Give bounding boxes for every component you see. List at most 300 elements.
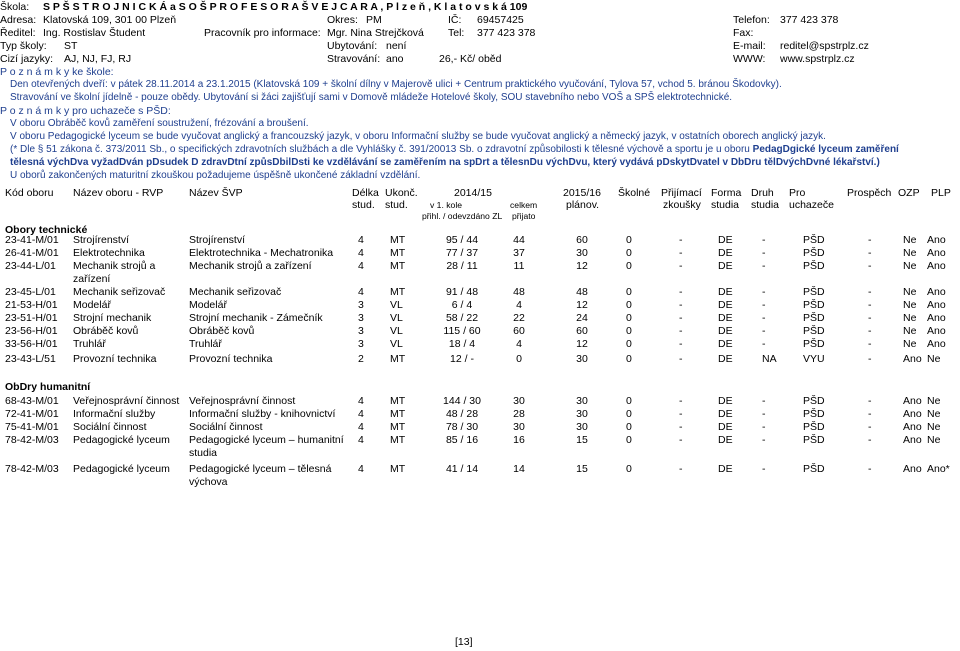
cell-v1: 144 / 30 [443,395,481,407]
table-row [0,353,960,366]
district-label: Okres: [327,14,358,26]
cell-delka: 4 [358,260,364,272]
col-1516-2: plánov. [566,199,600,211]
cell-plan: 48 [576,286,588,298]
cell-kod: 68-43-M/01 [5,395,59,407]
email-label: E-mail: [733,40,766,52]
cell-prij: - [679,338,683,350]
cell-prij: - [679,434,683,446]
cell-prij: - [679,247,683,259]
cell-pro: PŠD [803,338,825,350]
cell-forma: DE [718,234,733,246]
cell-plan: 15 [576,434,588,446]
www-label: WWW: [733,53,766,65]
cell-celkem: 11 [513,260,525,272]
cell-forma: DE [718,463,733,475]
col-svp: Název ŠVP [189,187,243,199]
cell-nazev: Mechanik seřizovač [73,286,166,298]
col-v1kole: v 1. kole [430,200,463,210]
cell-svp-line2: výchova [189,476,228,488]
cell-kod: 23-41-M/01 [5,234,59,246]
cell-ukonc: MT [390,286,406,298]
cell-celkem: 0 [516,353,522,365]
cell-ukonc: VL [390,299,403,311]
table-row [0,338,960,351]
cell-druh: - [762,395,766,407]
cell-ozp: Ano [903,408,922,420]
cell-forma: DE [718,395,733,407]
cell-druh: - [762,434,766,446]
cell-plp: Ano [927,325,946,337]
languages-label: Cizí jazyky: [0,53,54,65]
cell-forma: DE [718,260,733,272]
cell-delka: 3 [358,325,364,337]
cell-druh: - [762,421,766,433]
district: PM [366,14,382,26]
cell-kod: 78-42-M/03 [5,463,59,475]
col-forma-2: studia [711,199,740,211]
cell-celkem: 30 [513,395,525,407]
cell-plp: Ano [927,234,946,246]
cell-delka: 4 [358,463,364,475]
cell-druh: - [762,312,766,324]
cell-kod: 23-45-L/01 [5,286,56,298]
cell-ukonc: MT [390,260,406,272]
cell-druh: - [762,408,766,420]
cell-svp-line2: studia [189,447,218,459]
school-notes-heading: P o z n á m k y ke škole: [0,66,114,78]
cell-celkem: 37 [513,247,525,259]
col-delka-2: stud. [352,199,375,211]
cell-ukonc: VL [390,312,403,324]
director-label: Ředitel: [0,27,36,39]
cell-celkem: 4 [516,338,522,350]
cell-v1: 41 / 14 [445,463,479,475]
cell-forma: DE [718,434,733,446]
cell-v1: 12 / - [450,353,474,365]
cell-forma: DE [718,421,733,433]
cell-delka: 4 [358,395,364,407]
cell-delka: 4 [358,286,364,298]
cell-prosp: - [868,299,872,311]
col-pro: Pro [789,187,806,199]
cell-ukonc: MT [390,234,406,246]
cell-svp: Modelář [189,299,227,311]
cell-kod: 26-41-M/01 [5,247,59,259]
table-row [0,286,960,299]
cell-v1: 95 / 44 [445,234,479,246]
col-prospech: Prospěch [847,187,892,199]
psd-note-3 [10,144,899,155]
cell-skolne: 0 [626,299,632,311]
meal-price: 26,- Kč/ oběd [439,53,502,65]
cell-ozp: Ne [903,247,917,259]
cell-svp: Informační služby - knihovnictví [189,408,336,420]
director: Ing. Rostislav Študent [43,27,146,39]
cell-forma: DE [718,299,733,311]
cell-nazev: Provozní technika [73,353,157,365]
cell-skolne: 0 [626,463,632,475]
cell-pro: PŠD [803,463,825,475]
www-link[interactable]: www.spstrplz.cz [780,53,855,65]
cell-prosp: - [868,312,872,324]
cell-svp: Obráběč kovů [189,325,255,337]
open-day-note: Den otevřených dveří: v pátek 28.11.2014 a 23.1.2015 (Klatovská 109 + školní dílny v Majerově ulici + Centrum praktického vyučování, Tylova 57, vchod 5. bránou Škodovky). [10,79,782,90]
cell-svp: Truhlář [189,338,222,350]
cell-nazev: Sociální činnost [73,421,147,433]
cell-ozp: Ne [903,312,917,324]
cell-prosp: - [868,353,872,365]
cell-druh: - [762,463,766,475]
cell-skolne: 0 [626,395,632,407]
cell-pro: PŠD [803,234,825,246]
cell-prosp: - [868,234,872,246]
cell-plp: Ne [927,395,941,407]
cell-ukonc: MT [390,434,406,446]
table-row [0,434,960,459]
col-pro-2: uchazeče [789,199,834,211]
cell-nazev: Mechanik strojů a [73,260,156,272]
cell-plp: Ano [927,247,946,259]
cell-forma: DE [718,325,733,337]
cell-ozp: Ne [903,260,917,272]
table-row [0,234,960,247]
col-druh-2: studia [751,199,780,211]
cell-v1: 58 / 22 [445,312,479,324]
accommodation-label: Ubytování: [327,40,378,52]
cell-plan: 30 [576,353,588,365]
cell-druh: - [762,247,766,259]
col-druh: Druh [751,187,774,199]
cell-celkem: 44 [513,234,525,246]
psd-note-2: V oboru Pedagogické lyceum se bude vyučovat anglický a francouzský jazyk, v oboru Informační služby se bude vyučovat anglický a německý jazyk, v ostatních oborech anglický jazyk. [10,131,826,142]
cell-celkem: 16 [513,434,525,446]
cell-pro: VYU [803,353,825,365]
cell-kod: 23-44-L/01 [5,260,56,272]
cell-nazev: Truhlář [73,338,106,350]
address: Klatovská 109, 301 00 Plzeň [43,14,177,26]
cell-delka: 2 [358,353,364,365]
cell-ozp: Ne [903,325,917,337]
cell-prij: - [679,395,683,407]
cell-druh: - [762,299,766,311]
cell-forma: DE [718,286,733,298]
cell-ukonc: VL [390,338,403,350]
col-prijato: přijato [512,211,536,221]
cell-plan: 15 [576,463,588,475]
cell-delka: 3 [358,299,364,311]
cell-forma: DE [718,247,733,259]
cell-v1: 77 / 37 [445,247,479,259]
cell-skolne: 0 [626,312,632,324]
accommodation: není [386,40,407,52]
cell-prij: - [679,325,683,337]
cell-skolne: 0 [626,260,632,272]
cell-plp: Ano [927,338,946,350]
cell-plan: 30 [576,421,588,433]
cell-ukonc: MT [390,353,406,365]
cell-prosp: - [868,421,872,433]
cell-v1: 18 / 4 [448,338,476,350]
school-type-label: Typ školy: [0,40,47,52]
cell-ozp: Ano [903,421,922,433]
col-prihl: přihl. / odevzdáno ZL [422,211,503,221]
group-technical: Obory technické [5,224,88,236]
tel-value: 377 423 378 [477,27,536,39]
cell-delka: 4 [358,247,364,259]
cell-celkem: 4 [516,299,522,311]
cell-ukonc: MT [390,247,406,259]
table-row [0,463,960,488]
cell-skolne: 0 [626,325,632,337]
cell-kod: 78-42-M/03 [5,434,59,446]
cell-prosp: - [868,325,872,337]
cell-prosp: - [868,395,872,407]
table-row [0,395,960,408]
cell-druh: - [762,260,766,272]
cell-prosp: - [868,338,872,350]
table-row [0,421,960,434]
cell-ukonc: MT [390,421,406,433]
cell-celkem: 14 [513,463,525,475]
cell-nazev: Elektrotechnika [73,247,145,259]
cell-v1: 115 / 60 [443,325,481,337]
cell-celkem: 22 [513,312,525,324]
cell-delka: 4 [358,234,364,246]
cell-druh: - [762,338,766,350]
cell-ozp: Ne [903,286,917,298]
cell-nazev: Pedagogické lyceum [73,434,170,446]
cell-nazev: Veřejnosprávní činnost [73,395,180,407]
psd-notes-heading: P o z n á m k y pro uchazeče s PŠD: [0,105,171,117]
cell-v1: 48 / 28 [445,408,479,420]
col-delka: Délka [352,187,379,199]
cell-prosp: - [868,247,872,259]
cell-prij: - [679,408,683,420]
psd-note-1: V oboru Obráběč kovů zaměření soustružení, frézování a broušení. [10,118,309,129]
cell-delka: 3 [358,338,364,350]
cell-skolne: 0 [626,353,632,365]
col-skolne: Školné [618,187,651,199]
col-prij: Přijímací [661,187,702,199]
cell-kod: 23-51-H/01 [5,312,58,324]
phone-label: Telefon: [733,14,770,26]
cell-kod: 33-56-H/01 [5,338,58,350]
cell-svp: Pedagogické lyceum – humanitní [189,434,344,446]
page-number: [13] [455,636,473,648]
cell-prij: - [679,286,683,298]
cell-plp: Ne [927,408,941,420]
cell-plan: 30 [576,408,588,420]
psd-note-3-text: (* Dle § 51 zákona č. 373/2011 Sb., o specifických zdravotních službách a dle Vyhlášky č. 391/20013 Sb. o zdravotní způsobilosti k tělesné výchově a sportu je u oboru [10,144,753,155]
address-label: Adresa: [0,14,37,26]
cell-prij: - [679,421,683,433]
cell-nazev: Strojní mechanik [73,312,152,324]
psd-note-5: U oborů zakončených maturitní zkouškou požadujeme úspěšně ukončené základní vzdělání. [10,170,421,181]
cell-kod: 75-41-M/01 [5,421,59,433]
cell-prij: - [679,299,683,311]
cell-ozp: Ano [903,353,922,365]
cell-v1: 6 / 4 [451,299,473,311]
col-ukonc: Ukonč. [385,187,418,199]
cell-forma: DE [718,408,733,420]
languages: AJ, NJ, FJ, RJ [64,53,132,65]
cell-skolne: 0 [626,338,632,350]
col-prij-2: zkoušky [663,199,701,211]
cell-plp: Ano [927,260,946,272]
cell-prosp: - [868,408,872,420]
table-row [0,247,960,260]
cell-pro: PŠD [803,408,825,420]
cell-v1: 85 / 16 [445,434,479,446]
catering-label: Stravování: [327,53,381,65]
contact-person-label: Pracovník pro informace: [204,27,321,39]
cell-delka: 4 [358,408,364,420]
cell-svp: Sociální činnost [189,421,263,433]
cell-plan: 12 [576,338,588,350]
cell-plp: Ne [927,434,941,446]
cell-svp: Strojírenství [189,234,246,246]
cell-druh: - [762,286,766,298]
cell-ozp: Ne [903,234,917,246]
cell-svp: Strojní mechanik - Zámečník [189,312,323,324]
cell-nazev: Informační služby [73,408,156,420]
cell-ozp: Ano [903,395,922,407]
cell-plan: 12 [576,260,588,272]
cell-kod: 21-53-H/01 [5,299,58,311]
cell-v1: 78 / 30 [445,421,479,433]
cell-plp: Ano* [927,463,950,475]
cell-celkem: 48 [513,286,525,298]
table-row [0,260,960,285]
cell-kod: 23-56-H/01 [5,325,58,337]
cell-skolne: 0 [626,421,632,433]
cell-nazev: Modelář [73,299,111,311]
cell-svp: Mechanik strojů a zařízení [189,260,312,272]
table-row [0,325,960,338]
cell-ukonc: MT [390,463,406,475]
cell-delka: 3 [358,312,364,324]
cell-plp: Ne [927,421,941,433]
cell-celkem: 28 [513,408,525,420]
cell-druh: - [762,325,766,337]
col-plp: PLP [931,187,951,199]
col-kod: Kód oboru [5,187,54,199]
cell-forma: DE [718,338,733,350]
psd-note-4: tělesná výchDva vyžadDván pDsudek D zdravDtní způsDbilDsti ke vzdělávání se zaměřením na spDrt a tělesnDu výchDvu, který vydává pDskytDvatel v DbDru tělDvýchDvné lékařství.) [10,157,880,168]
cell-plan: 60 [576,325,588,337]
col-ukonc-2: stud. [385,199,408,211]
cell-plan: 30 [576,395,588,407]
table-row [0,312,960,325]
table-row [0,408,960,421]
cell-plp: Ano [927,286,946,298]
cell-druh: NA [762,353,777,365]
cell-kod: 72-41-M/01 [5,408,59,420]
cell-ozp: Ne [903,299,917,311]
col-1415: 2014/15 [454,187,492,199]
fax-label: Fax: [733,27,754,39]
cell-pro: PŠD [803,247,825,259]
catering-note: Stravování ve školní jídelně - pouze obědy. Ubytování si žáci zajišťují sami v Domově mládeže Hotelové školy, SOU stavebního nebo VOŠ a SPŠ elektrotechnické. [10,92,733,103]
catering: ano [386,53,404,65]
cell-nazev: Strojírenství [73,234,130,246]
email-link[interactable]: reditel@spstrplz.cz [780,40,869,52]
cell-v1: 91 / 48 [445,286,479,298]
cell-forma: DE [718,312,733,324]
cell-prosp: - [868,286,872,298]
cell-druh: - [762,234,766,246]
cell-plan: 24 [576,312,588,324]
cell-pro: PŠD [803,325,825,337]
cell-ozp: Ano [903,463,922,475]
cell-prij: - [679,312,683,324]
cell-pro: PŠD [803,299,825,311]
cell-svp: Pedagogické lyceum – tělesná [189,463,332,475]
cell-pro: PŠD [803,421,825,433]
school-name: S P Š S T R O J N I C K Á a S O Š P R O F E S O R A Š V E J C A R A , P l z e ň , K l a t o v s k á 109 [43,1,528,13]
cell-ozp: Ne [903,338,917,350]
cell-celkem: 30 [513,421,525,433]
cell-pro: PŠD [803,260,825,272]
cell-ukonc: MT [390,408,406,420]
cell-prosp: - [868,434,872,446]
school-label: Škola: [0,1,30,13]
school-type: ST [64,40,78,52]
cell-prosp: - [868,463,872,475]
cell-plp: Ne [927,353,941,365]
table-row [0,299,960,312]
cell-plan: 30 [576,247,588,259]
cell-celkem: 60 [513,325,525,337]
col-ozp: OZP [898,187,920,199]
cell-skolne: 0 [626,286,632,298]
ic-value: 69457425 [477,14,524,26]
cell-pro: PŠD [803,286,825,298]
cell-pro: PŠD [803,434,825,446]
cell-prosp: - [868,260,872,272]
cell-ozp: Ano [903,434,922,446]
cell-ukonc: VL [390,325,403,337]
cell-skolne: 0 [626,408,632,420]
col-1516: 2015/16 [563,187,601,199]
tel-label: Tel: [448,27,465,39]
cell-skolne: 0 [626,434,632,446]
cell-prij: - [679,260,683,272]
cell-nazev-line2: zařízení [73,273,111,285]
cell-plp: Ano [927,312,946,324]
cell-plan: 60 [576,234,588,246]
contact-person: Mgr. Nina Strejčková [327,27,424,39]
cell-nazev: Obráběč kovů [73,325,139,337]
cell-delka: 4 [358,421,364,433]
cell-svp: Mechanik seřizovač [189,286,282,298]
cell-svp: Provozní technika [189,353,273,365]
cell-nazev: Pedagogické lyceum [73,463,170,475]
cell-pro: PŠD [803,395,825,407]
cell-svp: Veřejnosprávní činnost [189,395,296,407]
cell-plan: 12 [576,299,588,311]
psd-note-3-bold: PedagDgické lyceum zaměření [752,144,899,155]
ic-label: IČ: [448,14,462,26]
cell-ukonc: MT [390,395,406,407]
cell-plp: Ano [927,299,946,311]
cell-pro: PŠD [803,312,825,324]
cell-prij: - [679,234,683,246]
cell-prij: - [679,353,683,365]
col-celkem: celkem [510,200,538,210]
cell-skolne: 0 [626,247,632,259]
